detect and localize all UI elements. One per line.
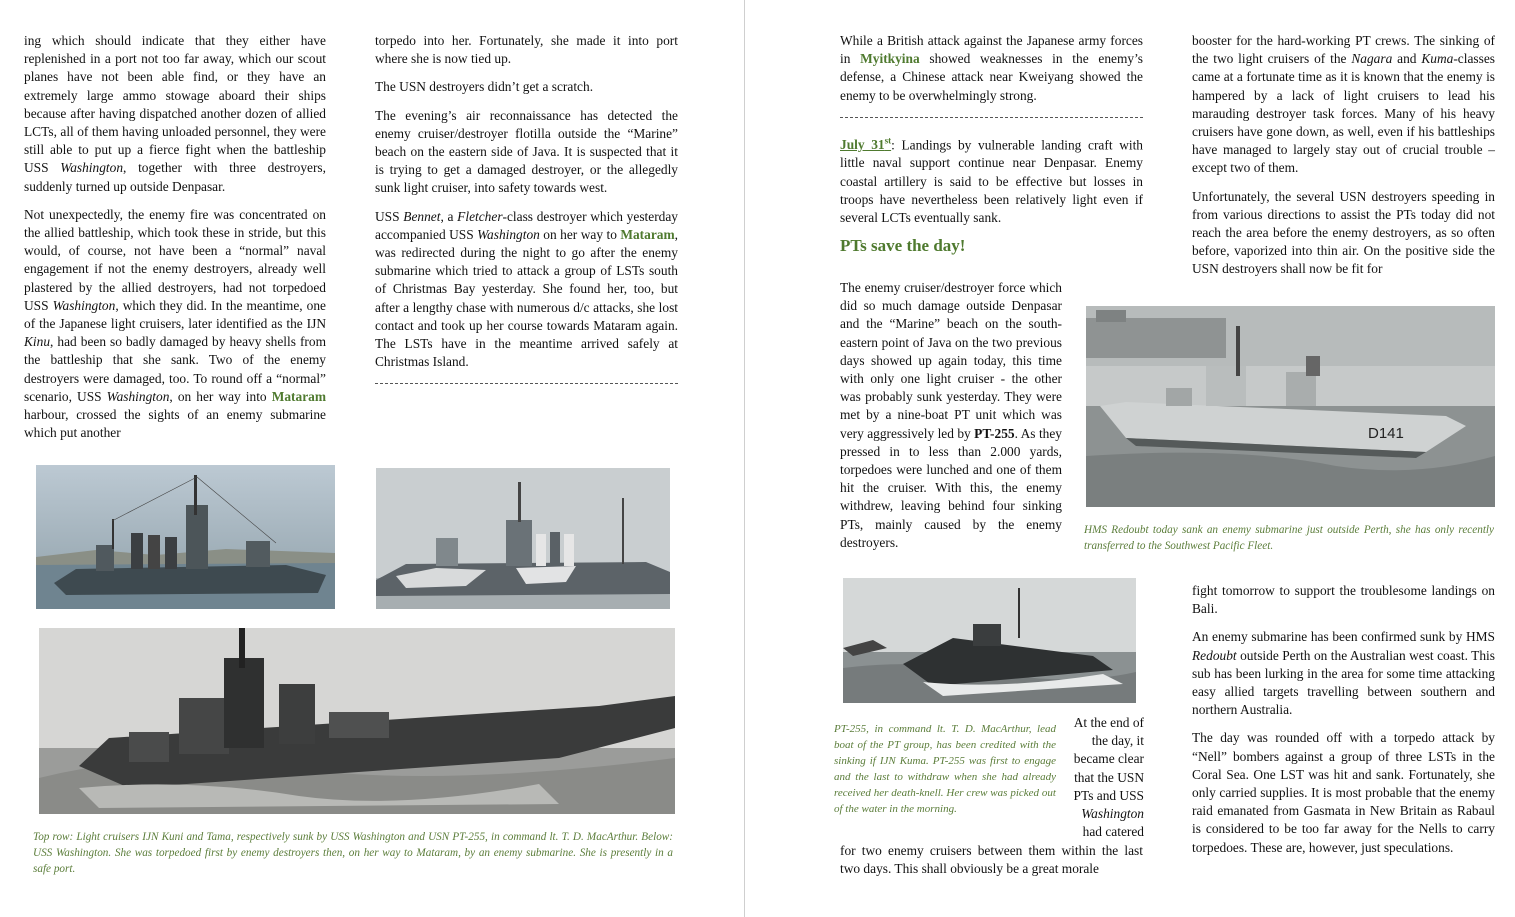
left-col2-paragraph-2: The USN destroyers didn’t get a scratch.	[375, 79, 594, 95]
right-col2-paragraph-5: The day was rounded off with a torpedo attack by “Nell” bombers against a group of three LSTs in the Coral Sea. One LST was hit and sank. Fortunately, she only carried supplies. It is most probable that the enemy raid emanated from Gasmata in New Britain as Rabaul is considered to be too far away for the Nells to carry torpedoes. These are, however, just speculations.	[1192, 730, 1495, 855]
photo-cruiser-kuni	[36, 465, 335, 609]
right-col1-narrow-block	[840, 279, 1062, 562]
pt-photo-caption: PT-255, in command lt. T. D. MacArthur, lead boat of the PT group, has been credited with the sinking if IJN Kuma. PT-255 was first to engage and the last to withdraw when she had already received her death-knell. Her crew was picked out of the water in the morning.	[834, 723, 1056, 815]
right-col1-small-block	[1065, 714, 1144, 851]
left-col2-paragraph-1: torpedo into her. Fortunately, she made it into port where she is now tied up.	[375, 33, 678, 67]
left-col1-paragraph-2: Not unexpectedly, the enemy fire was concentrated on the allied battleship, which took these in stride, but this would, of course, not have been a “normal” naval engagement if not the enemy destroyers, already well plastered by the allied destroyers, had not torpedoed USS Washington, which they did. In the meantime, one of the Japanese light cruisers, later identified as the IJN Kinu, had been so badly damaged by heavy shells from the battleship that she sank. Two of the enemy destroyers were damaged, too. To round off a “normal” scenario, USS Washington, on her way into Mataram harbour, crossed the sights of an enemy submarine which put another	[24, 206, 326, 441]
section-divider	[375, 383, 678, 384]
section-divider	[840, 117, 1143, 118]
left-column-2	[375, 32, 678, 398]
right-col1-bottom-block	[840, 842, 1143, 888]
redoubt-photo-caption: HMS Redoubt today sank an enemy submarine just outside Perth, she has only recently transferred to the Southwest Pacific Fleet.	[1084, 524, 1494, 552]
right-col2-paragraph-2: Unfortunately, the several USN destroyers speeding in from various directions to assist the PTs today did not reach the area before the enemy destroyers, as so often before, vaporized into thin air. On the positive side the USN destroyers shall now be fit for	[1192, 188, 1495, 277]
photo-pt-boat	[843, 578, 1136, 703]
right-col2-paragraph-1: booster for the hard-working PT crews. The sinking of the two light cruisers of the Nagara and Kuma-classes came at a fortunate time as it is known that the enemy is hampered by a lack of light cruisers to lead his marauding destroyer task forces. Many of his heavy cruisers have gone down, as well, even if his battleships have managed to largely stay out of crucial trouble – except two of them.	[1192, 33, 1495, 176]
left-col1-paragraph-1: ing which should indicate that they either have replenished in a port not too far away, which our scout planes have not been able find, or they have an extremely large ammo stowage aboard their ships because after having dispatched another dozen of allied LCTs, all of them having unloaded personnel, they were still able to put up a fierce fight when the battleship USS Washington, together with three destroyers, suddenly turned up outside Denpasar.	[24, 33, 326, 194]
left-column-1	[24, 32, 326, 452]
hull-number-text: D141	[1368, 425, 1404, 442]
left-photo-caption: Top row: Light cruisers IJN Kuni and Tama, respectively sunk by USS Washington and USN PT-255, in command lt. T. D. MacArthur. Below: USS Washington. She was torpedoed first by enemy destroyers then, on her way to Mataram, by an enemy submarine. She is presently in a safe port.	[33, 831, 673, 875]
left-col2-paragraph-3: The evening’s air reconnaissance has detected the enemy cruiser/destroyer flotilla outside the “Marine” beach on the eastern side of Java. It is suspected that it is trying to get a damaged destroyer, or the allegedly sunk light cruiser, into safety towards west.	[375, 107, 678, 196]
right-col2-paragraph-4: An enemy submarine has been confirmed sunk by HMS Redoubt outside Perth on the Australian west coast. This sub has been lurking in the area for some time attacking easy allied targets travelling between southern and northern Australia.	[1192, 629, 1495, 718]
date-label: July 31st	[840, 135, 892, 153]
right-col1-paragraph-1: While a British attack against the Japanese army forces in Myitkyina showed weaknesses in the enemy’s defense, a Chinese attack near Kweiyang showed the enemy to be overwhelmingly strong.	[840, 33, 1143, 103]
right-column-2	[1192, 32, 1495, 289]
right-col2-paragraph-3: fight tomorrow to support the troublesome landings on Bali.	[1192, 583, 1495, 617]
photo-uss-washington	[39, 628, 675, 814]
right-col1-paragraph-3: The enemy cruiser/destroyer force which did so much damage outside Denpasar and the “Marine” beach on the south-eastern point of Java on the two previous days showed up again today, this time with only one light cruiser - the other was probably sunk yesterday. They were met by a nine-boat PT unit which was very aggressively led by PT-255. As they pressed in to less than 2.000 yards, torpedoes were lunched and one of them hit the cruiser. With this, the enemy withdrew, leaving behind four sinking PTs, mainly caused by the enemy destroyers.	[840, 280, 1062, 550]
left-col2-paragraph-4: USS Bennet, a Fletcher-class destroyer which yesterday accompanied USS Washington on her way to Mataram, was redirected during the night to go after the enemy submarine which tried to attack a group of LSTs south of Christmas Bay yesterday. She found her, too, but after a lengthy chase with numerous d/c attacks, she lost contact and took up her course towards Mataram again. The LSTs have in the meantime arrived safely at Christmas Island.	[375, 208, 678, 370]
section-heading: PTs save the day!	[840, 236, 966, 256]
page-gutter	[744, 0, 745, 917]
photo-cruiser-tama	[376, 468, 670, 609]
right-column-2-lower	[1192, 582, 1495, 867]
right-col1-paragraph-4a: At the end of the day, it became clear that the USN PTs and USS Washington had catered	[1073, 715, 1144, 840]
right-col1-dated-paragraph: July 31st: Landings by vulnerable landing craft with little naval support continue near Denpasar. Enemy coastal artillery is said to be effective but losses in troops have nevertheless been relatively light even if several LCTs eventually sank.	[840, 135, 1143, 226]
right-col1-paragraph-4b: for two enemy cruisers between them within the last two days. This shall obviously be a great morale	[840, 843, 1143, 877]
right-column-1	[840, 32, 1143, 264]
photo-hms-redoubt	[1086, 306, 1495, 507]
